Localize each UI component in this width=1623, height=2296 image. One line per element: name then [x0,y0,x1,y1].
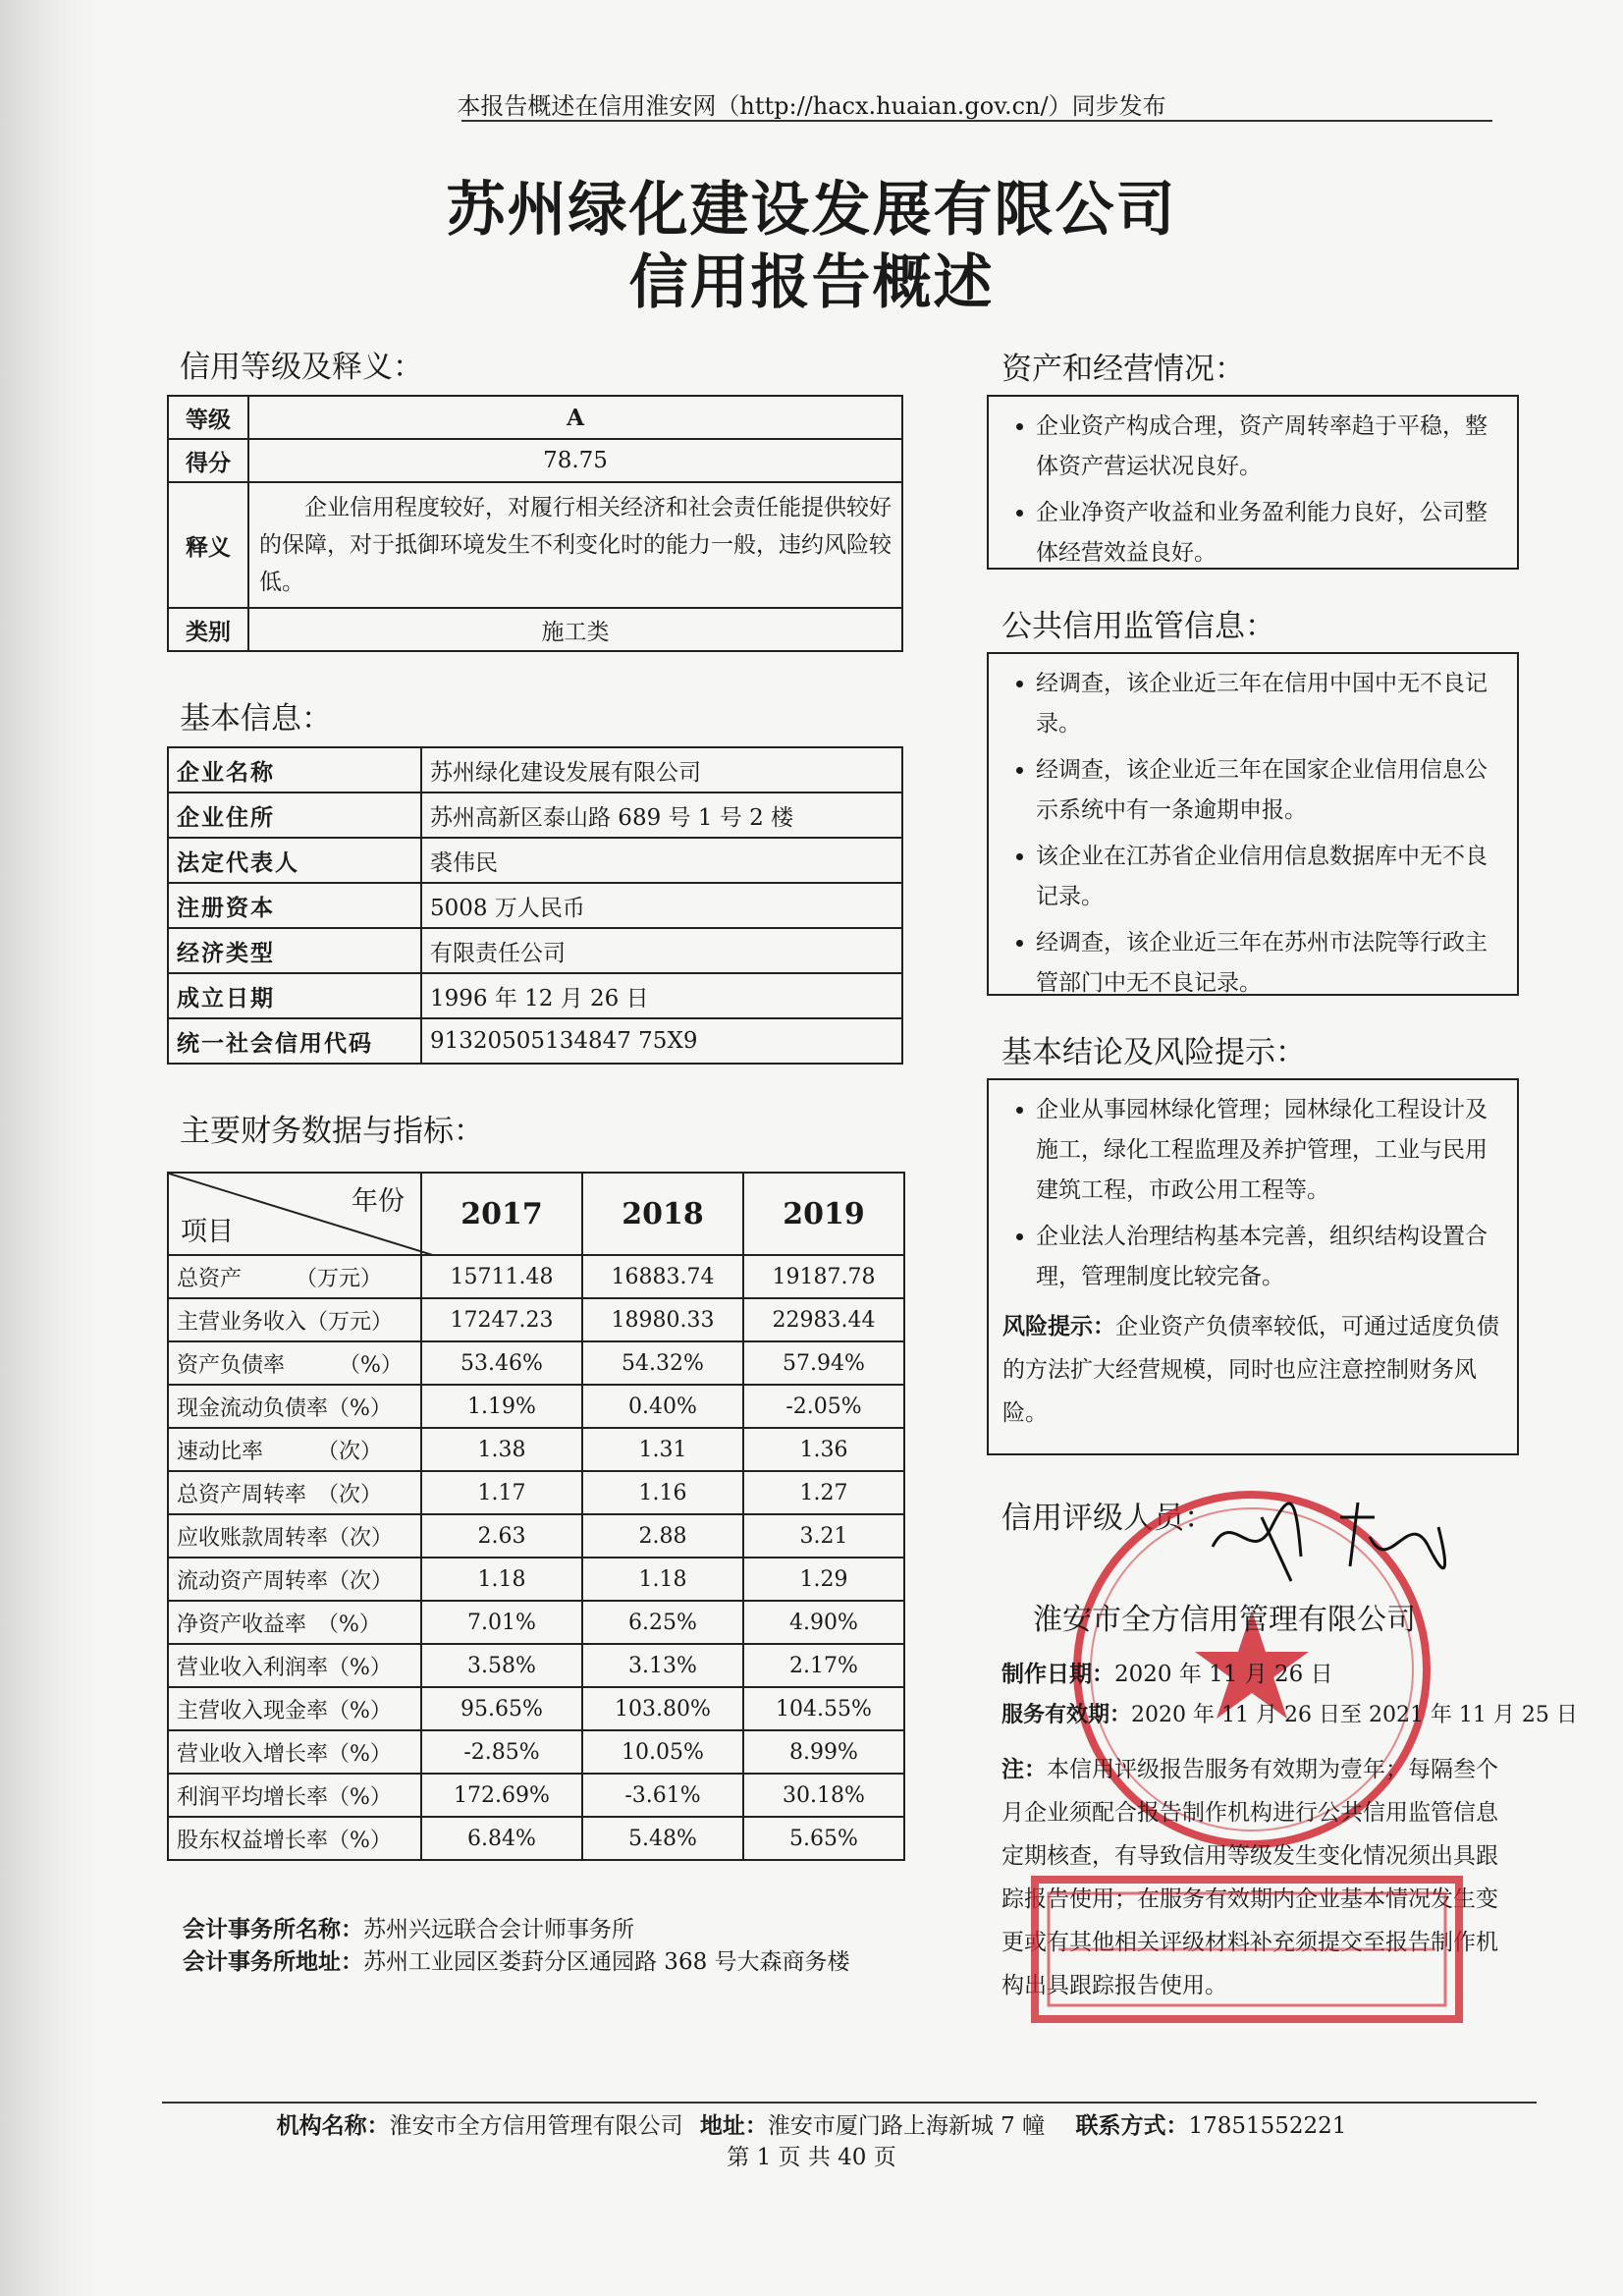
finance-row [168,1558,904,1601]
finance-value-2018: 103.80% [582,1687,743,1730]
assets-item: • 企业资产构成合理，资产周转率趋于平稳，整体资产营运状况良好。 [1036,407,1503,487]
score-label: 得分 [168,439,248,482]
finance-item-name: 流动资产周转率（次） [168,1558,421,1601]
finance-value-2017: 3.58% [421,1644,582,1687]
finance-value-2017: -2.85% [421,1730,582,1774]
finance-value-2019: 1.29 [743,1558,904,1601]
finance-value-2017: 1.38 [421,1428,582,1471]
footer-contact-label: 联系方式： [1075,2113,1189,2139]
finance-value-2019: 4.90% [743,1601,904,1644]
finance-value-2019: 1.27 [743,1471,904,1514]
assets-item: • 企业净资产收益和业务盈利能力良好，公司整体经营效益良好。 [1036,493,1503,574]
note-text: 本信用评级报告服务有效期为壹年；每隔叁个月企业须配合报告制作机构进行公共信用监管信息定期核查，有导致信用等级发生变化情况须出具跟踪报告使用；在服务有效期内企业基本情况发生变更或有其他相关评级材料补充须提交至报告制作机构出具跟踪报告使用。 [1001,1757,1498,1998]
footer-rule [162,2102,1537,2104]
basic-info-value: 裘伟民 [421,838,902,883]
basic-info-value: 91320505134847 75X9 [421,1018,902,1064]
finance-value-2019: 19187.78 [743,1255,904,1298]
finance-header-corner [168,1173,421,1255]
finance-row [168,1341,904,1385]
finance-row [168,1471,904,1514]
finance-value-2017: 17247.23 [421,1298,582,1341]
accounting-addr-value: 苏州工业园区娄葑分区通园路 368 号大森商务楼 [363,1949,850,1975]
finance-value-2017: 53.46% [421,1341,582,1385]
finance-item-name: 总资产 （万元） [168,1255,421,1298]
finance-value-2019: 3.21 [743,1514,904,1558]
basic-info-value: 1996 年 12 月 26 日 [421,973,902,1018]
public-credit-item: • 该企业在江苏省企业信用信息数据库中无不良记录。 [1036,837,1503,917]
finance-value-2017: 7.01% [421,1601,582,1644]
basic-info-row [168,1018,902,1064]
page-number: 第 1 页 共 40 页 [727,2145,896,2170]
finance-value-2018: 3.13% [582,1644,743,1687]
basic-info-label: 注册资本 [168,883,421,928]
finance-row [168,1687,904,1730]
finance-value-2018: 18980.33 [582,1298,743,1341]
accounting-name-label: 会计事务所名称： [183,1917,363,1942]
finance-item-name: 主营业务收入（万元） [168,1298,421,1341]
footer-addr-label: 地址： [699,2113,768,2139]
finance-value-2019: 57.94% [743,1341,904,1385]
make-date [1001,1660,1333,1689]
basic-info-value: 苏州高新区泰山路 689 号 1 号 2 楼 [421,793,902,838]
finance-value-2018: 54.32% [582,1341,743,1385]
scan-edge [0,0,98,2296]
valid-value: 2020 年 11 月 26 日至 2021 年 11 月 25 日 [1131,1703,1578,1727]
filing-stamp [1031,1876,1463,2023]
finance-value-2019: 30.18% [743,1774,904,1817]
footer-contact-value: 17851552221 [1188,2113,1347,2139]
public-credit-item: • 经调查，该企业近三年在苏州市法院等行政主管部门中无不良记录。 [1036,923,1503,1004]
finance-value-2017: 1.17 [421,1471,582,1514]
finance-value-2019: 104.55% [743,1687,904,1730]
finance-value-2018: 1.18 [582,1558,743,1601]
rating-section-title: 信用等级及释义： [180,350,423,385]
risk-notice [1002,1305,1503,1435]
basic-section-title: 基本信息： [180,701,332,737]
conclusion-section-title: 基本结论及风险提示： [1001,1035,1306,1070]
grade-value: A [248,396,902,439]
year-2019: 2019 [743,1173,904,1255]
finance-item-name: 净资产收益率 （%） [168,1601,421,1644]
finance-item-name: 股东权益增长率（%） [168,1817,421,1860]
finance-value-2018: 1.31 [582,1428,743,1471]
finance-row [168,1298,904,1341]
rating-table [167,395,903,652]
page-header: 本报告概述在信用淮安网（http://hacx.huaian.gov.cn/）同步发布 [457,92,1166,120]
accounting-addr-label: 会计事务所地址： [183,1949,363,1975]
basic-info-value: 苏州绿化建设发展有限公司 [421,747,902,793]
make-date-value: 2020 年 11 月 26 日 [1114,1662,1333,1687]
finance-item-name: 资产负债率 （%） [168,1341,421,1385]
finance-item-name: 营业收入利润率（%） [168,1644,421,1687]
assets-section-title: 资产和经营情况： [1001,352,1245,387]
conclusion-item: • 企业法人治理结构基本完善，组织结构设置合理，管理制度比较完备。 [1036,1217,1503,1297]
basic-info-table [167,746,903,1065]
public-credit-item: • 经调查，该企业近三年在国家企业信用信息公示系统中有一条逾期申报。 [1036,750,1503,831]
desc-value: 企业信用程度较好，对履行相关经济和社会责任能提供较好的保障，对于抵御环境发生不利变化时的能力一般，违约风险较低。 [248,482,902,608]
category-label: 类别 [168,608,248,651]
finance-row [168,1514,904,1558]
finance-value-2017: 172.69% [421,1774,582,1817]
footer-org-value: 淮安市全方信用管理有限公司 [389,2113,683,2139]
basic-info-label: 法定代表人 [168,838,421,883]
finance-value-2017: 1.18 [421,1558,582,1601]
finance-row [168,1817,904,1860]
basic-info-label: 企业住所 [168,793,421,838]
finance-row [168,1644,904,1687]
rater-label: 信用评级人员： [1001,1501,1215,1536]
finance-item-name: 总资产周转率 （次） [168,1471,421,1514]
basic-info-label: 企业名称 [168,747,421,793]
finance-value-2018: -3.61% [582,1774,743,1817]
finance-row [168,1428,904,1471]
finance-value-2019: 2.17% [743,1644,904,1687]
accounting-name [183,1915,634,1944]
finance-section-title: 主要财务数据与指标： [180,1114,484,1149]
risk-text: 企业资产负债率较低，可通过适度负债的方法扩大经营规模，同时也应注意控制财务风险。 [1002,1314,1499,1426]
header-item-label: 项目 [181,1217,234,1247]
basic-info-row [168,793,902,838]
header-year-label: 年份 [352,1186,405,1217]
finance-row [168,1601,904,1644]
footer-org-label: 机构名称： [276,2113,390,2139]
accounting-address [183,1947,850,1977]
finance-value-2017: 1.19% [421,1385,582,1428]
footer-addr-value: 淮安市厦门路上海新城 7 幢 [767,2113,1046,2139]
basic-info-value: 有限责任公司 [421,928,902,973]
grade-label: 等级 [168,396,248,439]
score-value: 78.75 [248,439,902,482]
conclusion-box [987,1078,1519,1455]
finance-item-name: 应收账款周转率（次） [168,1514,421,1558]
basic-info-row [168,747,902,793]
public-credit-box [987,652,1519,996]
basic-info-value: 5008 万人民币 [421,883,902,928]
header-rule [461,120,1492,122]
rater-company: 淮安市全方信用管理有限公司 [1033,1603,1416,1637]
basic-info-row [168,883,902,928]
basic-info-row [168,973,902,1018]
public-credit-section-title: 公共信用监管信息： [1001,609,1275,644]
finance-value-2019: 22983.44 [743,1298,904,1341]
finance-row [168,1774,904,1817]
accounting-name-value: 苏州兴远联合会计师事务所 [363,1917,634,1942]
finance-value-2018: 0.40% [582,1385,743,1428]
finance-value-2019: 1.36 [743,1428,904,1471]
make-date-label: 制作日期： [1001,1662,1114,1687]
year-2018: 2018 [582,1173,743,1255]
desc-label: 释义 [168,482,248,608]
conclusion-item: • 企业从事园林绿化管理；园林绿化工程设计及施工，绿化工程监理及养护管理，工业与民用建筑工程，市政公用工程等。 [1036,1090,1503,1211]
risk-label: 风险提示： [1002,1314,1115,1339]
finance-value-2019: -2.05% [743,1385,904,1428]
finance-value-2018: 1.16 [582,1471,743,1514]
finance-row [168,1730,904,1774]
category-value: 施工类 [248,608,902,651]
year-2017: 2017 [421,1173,582,1255]
finance-item-name: 速动比率 （次） [168,1428,421,1471]
basic-info-label: 成立日期 [168,973,421,1018]
finance-value-2018: 16883.74 [582,1255,743,1298]
finance-table [167,1172,905,1861]
rater-signature [1203,1488,1458,1596]
finance-item-name: 现金流动负债率（%） [168,1385,421,1428]
valid-label: 服务有效期： [1001,1703,1132,1727]
finance-item-name: 营业收入增长率（%） [168,1730,421,1774]
finance-value-2017: 6.84% [421,1817,582,1860]
finance-value-2019: 8.99% [743,1730,904,1774]
valid-period [1001,1701,1578,1730]
finance-value-2017: 95.65% [421,1687,582,1730]
finance-row [168,1255,904,1298]
finance-value-2019: 5.65% [743,1817,904,1860]
basic-info-label: 统一社会信用代码 [168,1018,421,1064]
finance-value-2018: 2.88 [582,1514,743,1558]
footer-info [0,2107,1623,2140]
finance-item-name: 利润平均增长率（%） [168,1774,421,1817]
assets-box [987,395,1519,570]
filing-stamp-graphic [1039,1884,1455,2015]
finance-value-2018: 5.48% [582,1817,743,1860]
note-label: 注： [1001,1757,1047,1782]
basic-info-label: 经济类型 [168,928,421,973]
finance-value-2017: 2.63 [421,1514,582,1558]
finance-item-name: 主营收入现金率（%） [168,1687,421,1730]
finance-value-2018: 10.05% [582,1730,743,1774]
public-credit-item: • 经调查，该企业近三年在信用中国中无不良记录。 [1036,664,1503,744]
report-title-company: 苏州绿化建设发展有限公司 [446,176,1177,245]
finance-value-2017: 15711.48 [421,1255,582,1298]
report-title: 信用报告概述 [628,248,995,317]
finance-value-2018: 6.25% [582,1601,743,1644]
basic-info-row [168,838,902,883]
basic-info-row [168,928,902,973]
finance-row [168,1385,904,1428]
